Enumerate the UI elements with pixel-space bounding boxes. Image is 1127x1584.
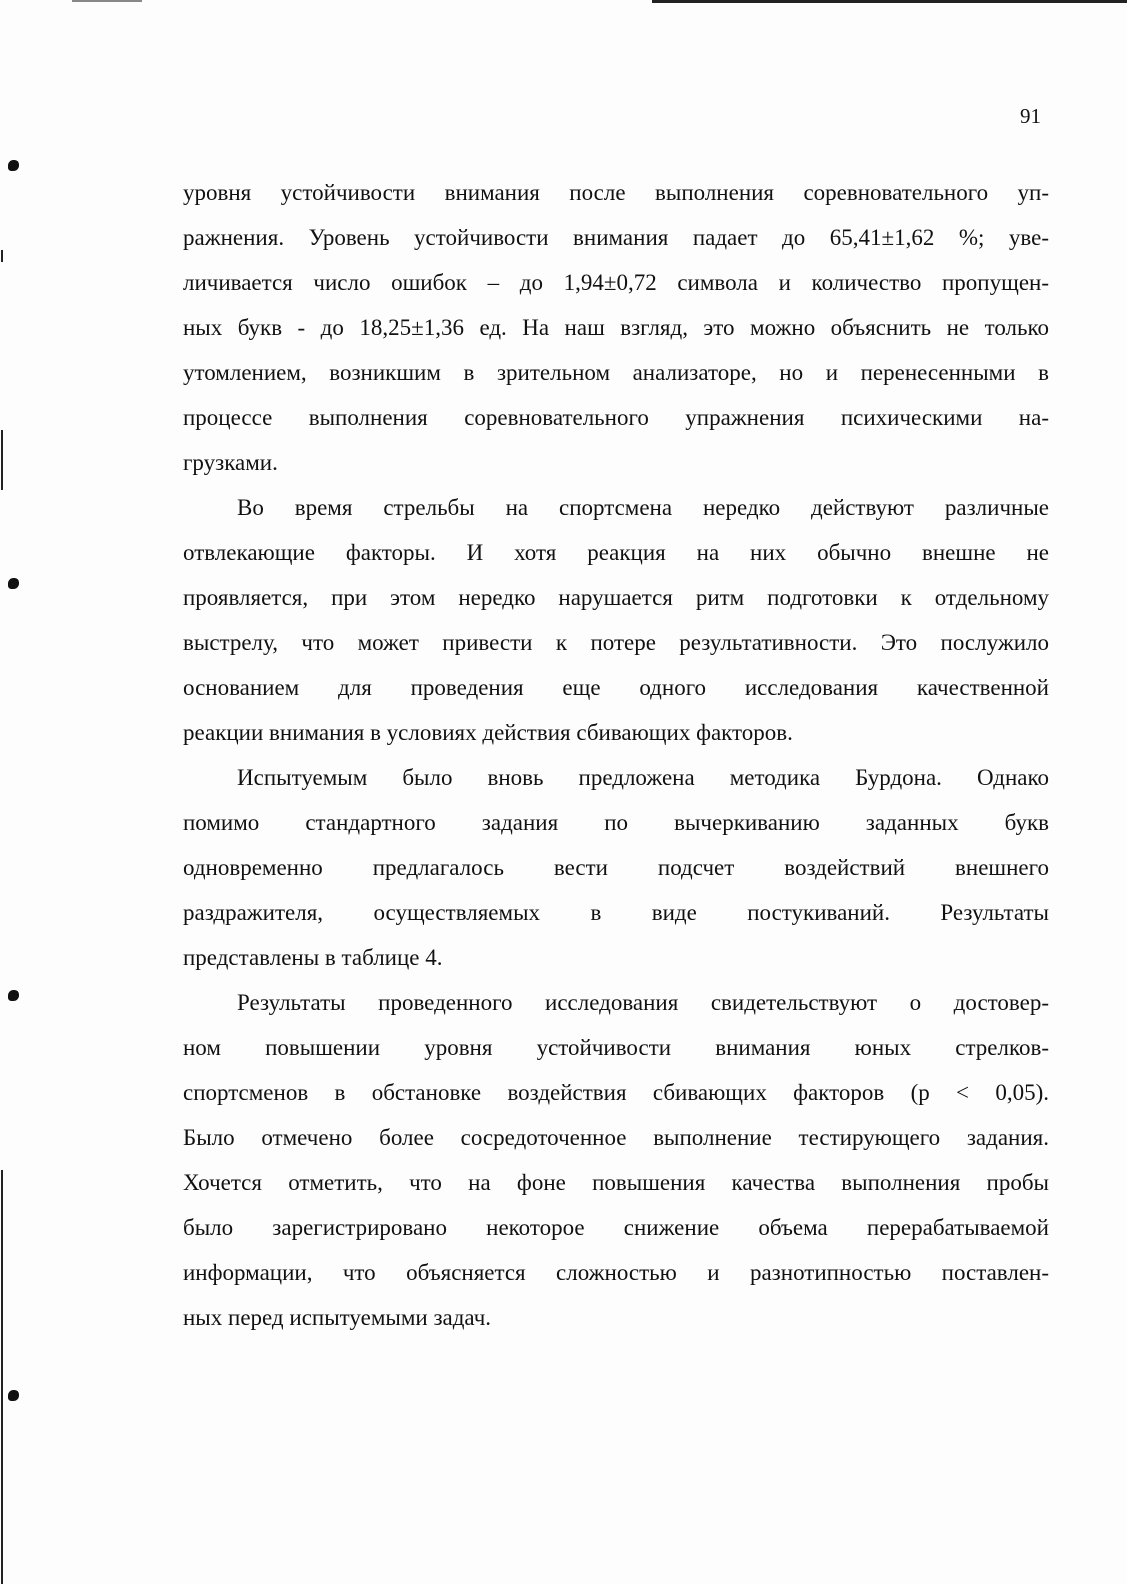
text-line: спортсменов в обстановке воздействия сбивающих факторов (р < 0,05). [183, 1080, 1049, 1105]
paragraph [183, 755, 1049, 980]
text-line: представлены в таблице 4. [183, 945, 443, 970]
text-line: информации, что объясняется сложностью и разнотипностью поставлен- [183, 1260, 1049, 1285]
text-line: личивается число ошибок – до 1,94±0,72 символа и количество пропущен- [183, 270, 1049, 295]
text-line: помимо стандартного задания по вычеркиванию заданных букв [183, 810, 1049, 835]
text-line: было зарегистрировано некоторое снижение объема перерабатываемой [183, 1215, 1049, 1240]
text-line: выстрелу, что может привести к потере результативности. Это послужило [183, 630, 1049, 655]
text-line: отвлекающие факторы. И хотя реакция на них обычно внешне не [183, 540, 1049, 565]
text-line: ном повышении уровня устойчивости внимания юных стрелков- [183, 1035, 1049, 1060]
scan-artifact-line [1, 1170, 3, 1584]
text-line: проявляется, при этом нередко нарушается ритм подготовки к отдельному [183, 585, 1049, 610]
scan-artifact-line [72, 0, 142, 2]
punch-hole-mark [8, 990, 19, 1001]
scan-artifact-line [652, 0, 1127, 3]
text-line: Хочется отметить, что на фоне повышения качества выполнения пробы [183, 1170, 1049, 1195]
paragraph [183, 485, 1049, 755]
text-line: Было отмечено более сосредоточенное выполнение тестирующего задания. [183, 1125, 1049, 1150]
text-line: ных перед испытуемыми задач. [183, 1305, 492, 1330]
text-line: процессе выполнения соревновательного упражнения психическими на- [183, 405, 1049, 430]
punch-hole-mark [8, 160, 19, 171]
text-line: Результаты проведенного исследования свидетельствуют о достовер- [237, 990, 1049, 1015]
punch-hole-mark [8, 578, 19, 589]
text-line: основанием для проведения еще одного исследования качественной [183, 675, 1049, 700]
text-line: утомлением, возникшим в зрительном анализаторе, но и перенесенными в [183, 360, 1049, 385]
text-line: одновременно предлагалось вести подсчет воздействий внешнего [183, 855, 1049, 880]
scan-artifact-line [1, 250, 3, 262]
text-line: ных букв - до 18,25±1,36 ед. На наш взгляд, это можно объяснить не только [183, 315, 1049, 340]
paragraph [183, 980, 1049, 1340]
text-line: Испытуемым было вновь предложена методика Бурдона. Однако [237, 765, 1049, 790]
text-line: Во время стрельбы на спортсмена нередко действуют различные [237, 495, 1049, 520]
text-line: реакции внимания в условиях действия сбивающих факторов. [183, 720, 793, 745]
page-number: 91 [1020, 104, 1041, 128]
text-line: уровня устойчивости внимания после выполнения соревновательного уп- [183, 180, 1049, 205]
text-line: грузками. [183, 450, 278, 475]
paragraph [183, 170, 1049, 485]
body-text [183, 170, 1049, 1340]
text-line: раздражителя, осуществляемых в виде постукиваний. Результаты [183, 900, 1049, 925]
text-line: ражнения. Уровень устойчивости внимания падает до 65,41±1,62 %; уве- [183, 225, 1049, 250]
scan-artifact-line [1, 430, 3, 490]
punch-hole-mark [8, 1390, 19, 1401]
